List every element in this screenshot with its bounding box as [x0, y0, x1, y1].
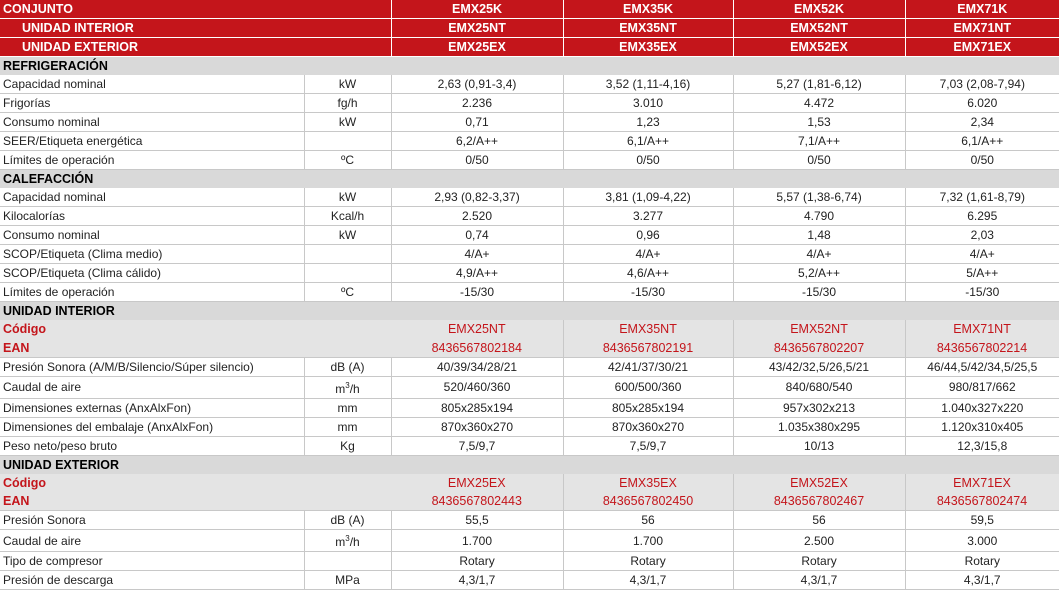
row-label: Frigorías	[0, 94, 304, 113]
cell-value: 6,1/A++	[905, 132, 1059, 151]
code-value: 8436567802214	[905, 339, 1059, 358]
header-value: EMX71EX	[905, 38, 1059, 57]
cell-value: 0/50	[391, 151, 563, 170]
header-label: UNIDAD INTERIOR	[0, 19, 391, 38]
header-row-interior	[0, 19, 1059, 38]
row-unit: $m^3/h$	[304, 530, 391, 552]
table-row	[0, 113, 1059, 132]
header-value: EMX52K	[733, 0, 905, 19]
cell-value: 4,9/A++	[391, 264, 563, 283]
cell-value: 6,2/A++	[391, 132, 563, 151]
cell-value: 4,3/1,7	[391, 571, 563, 590]
cell-value: 6,1/A++	[563, 132, 733, 151]
row-unit: Kcal/h	[304, 207, 391, 226]
table-row	[0, 188, 1059, 207]
header-row-conjunto	[0, 0, 1059, 19]
row-label: Dimensiones externas (AnxAlxFon)	[0, 398, 304, 417]
cell-value: 870x360x270	[563, 417, 733, 436]
cell-value: Rotary	[563, 552, 733, 571]
code-value: 8436567802450	[563, 492, 733, 511]
code-value: EMX71EX	[905, 474, 1059, 493]
row-unit: Kg	[304, 436, 391, 455]
cell-value: 870x360x270	[391, 417, 563, 436]
table-row	[0, 245, 1059, 264]
row-label: Tipo de compresor	[0, 552, 304, 571]
section-header-unidad-exterior	[0, 455, 1059, 474]
row-label: Presión de descarga	[0, 571, 304, 590]
row-unit: fg/h	[304, 94, 391, 113]
row-unit: kW	[304, 113, 391, 132]
table-row	[0, 417, 1059, 436]
cell-value: 840/680/540	[733, 376, 905, 398]
code-value: 8436567802184	[391, 339, 563, 358]
cell-value: 7,32 (1,61-8,79)	[905, 188, 1059, 207]
header-label: CONJUNTO	[0, 0, 391, 19]
row-unit	[304, 552, 391, 571]
cell-value: 46/44,5/42/34,5/25,5	[905, 357, 1059, 376]
row-ean	[0, 339, 1059, 358]
table-row	[0, 151, 1059, 170]
cell-value: 4,6/A++	[563, 264, 733, 283]
row-label: Dimensiones del embalaje (AnxAlxFon)	[0, 417, 304, 436]
code-value: EMX35NT	[563, 320, 733, 339]
cell-value: 5,57 (1,38-6,74)	[733, 188, 905, 207]
row-label: Caudal de aire	[0, 376, 304, 398]
cell-value: -15/30	[905, 283, 1059, 302]
row-unit	[304, 132, 391, 151]
section-header-calefaccion	[0, 170, 1059, 189]
cell-value: 4.790	[733, 207, 905, 226]
row-label: Presión Sonora (A/M/B/Silencio/Súper silencio)	[0, 357, 304, 376]
cell-value: 1.700	[563, 530, 733, 552]
table-row	[0, 132, 1059, 151]
cell-value: 980/817/662	[905, 376, 1059, 398]
code-value: EMX52NT	[733, 320, 905, 339]
cell-value: 1,23	[563, 113, 733, 132]
row-unit	[304, 245, 391, 264]
code-value: 8436567802474	[905, 492, 1059, 511]
cell-value: 5,2/A++	[733, 264, 905, 283]
table-row	[0, 552, 1059, 571]
table-row	[0, 376, 1059, 398]
row-unit	[304, 320, 391, 339]
cell-value: -15/30	[733, 283, 905, 302]
cell-value: 0,71	[391, 113, 563, 132]
row-ean	[0, 492, 1059, 511]
row-unit: ºC	[304, 283, 391, 302]
row-unit: ºC	[304, 151, 391, 170]
row-label: EAN	[0, 492, 304, 511]
cell-value: 2.236	[391, 94, 563, 113]
table-row	[0, 436, 1059, 455]
cell-value: 600/500/360	[563, 376, 733, 398]
cell-value: 0,96	[563, 226, 733, 245]
cell-value: 3.277	[563, 207, 733, 226]
row-label: SCOP/Etiqueta (Clima cálido)	[0, 264, 304, 283]
cell-value: 1,53	[733, 113, 905, 132]
header-row-exterior	[0, 38, 1059, 57]
cell-value: 0/50	[733, 151, 905, 170]
row-label: Capacidad nominal	[0, 188, 304, 207]
code-value: EMX71NT	[905, 320, 1059, 339]
cell-value: 59,5	[905, 511, 1059, 530]
row-label: Caudal de aire	[0, 530, 304, 552]
row-label: EAN	[0, 339, 304, 358]
section-title: UNIDAD EXTERIOR	[0, 455, 1059, 474]
cell-value: 4/A+	[391, 245, 563, 264]
section-title: CALEFACCIÓN	[0, 170, 1059, 189]
row-unit: dB (A)	[304, 357, 391, 376]
row-unit: $m^3/h$	[304, 376, 391, 398]
code-value: EMX25EX	[391, 474, 563, 493]
cell-value: 520/460/360	[391, 376, 563, 398]
cell-value: 0/50	[563, 151, 733, 170]
cell-value: Rotary	[905, 552, 1059, 571]
table-row	[0, 75, 1059, 94]
cell-value: 4.472	[733, 94, 905, 113]
header-value: EMX71NT	[905, 19, 1059, 38]
cell-value: 43/42/32,5/26,5/21	[733, 357, 905, 376]
cell-value: 4,3/1,7	[733, 571, 905, 590]
header-value: EMX35EX	[563, 38, 733, 57]
row-label: Capacidad nominal	[0, 75, 304, 94]
cell-value: 805x285x194	[391, 398, 563, 417]
cell-value: 1.120x310x405	[905, 417, 1059, 436]
cell-value: 4/A+	[905, 245, 1059, 264]
cell-value: -15/30	[563, 283, 733, 302]
cell-value: 7,5/9,7	[391, 436, 563, 455]
cell-value: 40/39/34/28/21	[391, 357, 563, 376]
code-value: 8436567802191	[563, 339, 733, 358]
header-value: EMX35NT	[563, 19, 733, 38]
section-header-unidad-interior	[0, 302, 1059, 321]
cell-value: 5,27 (1,81-6,12)	[733, 75, 905, 94]
cell-value: 3,81 (1,09-4,22)	[563, 188, 733, 207]
cell-value: 6.020	[905, 94, 1059, 113]
cell-value: 7,5/9,7	[563, 436, 733, 455]
table-row	[0, 264, 1059, 283]
cell-value: 12,3/15,8	[905, 436, 1059, 455]
table-row	[0, 226, 1059, 245]
header-value: EMX71K	[905, 0, 1059, 19]
cell-value: 4,3/1,7	[563, 571, 733, 590]
cell-value: 1.700	[391, 530, 563, 552]
row-unit	[304, 339, 391, 358]
header-value: EMX52EX	[733, 38, 905, 57]
row-label: Límites de operación	[0, 283, 304, 302]
cell-value: 2.500	[733, 530, 905, 552]
code-value: 8436567802207	[733, 339, 905, 358]
cell-value: Rotary	[733, 552, 905, 571]
code-value: EMX25NT	[391, 320, 563, 339]
cell-value: 5/A++	[905, 264, 1059, 283]
header-value: EMX25K	[391, 0, 563, 19]
row-label: Presión Sonora	[0, 511, 304, 530]
cell-value: 3.010	[563, 94, 733, 113]
section-title: UNIDAD INTERIOR	[0, 302, 1059, 321]
row-unit: kW	[304, 75, 391, 94]
row-label: SEER/Etiqueta energética	[0, 132, 304, 151]
cell-value: 2,03	[905, 226, 1059, 245]
table-row	[0, 207, 1059, 226]
section-header-refrigeracion	[0, 57, 1059, 76]
header-label: UNIDAD EXTERIOR	[0, 38, 391, 57]
cell-value: 7,1/A++	[733, 132, 905, 151]
cell-value: 3.000	[905, 530, 1059, 552]
row-unit: MPa	[304, 571, 391, 590]
cell-value: 2,34	[905, 113, 1059, 132]
row-label: Kilocalorías	[0, 207, 304, 226]
cell-value: -15/30	[391, 283, 563, 302]
row-unit: mm	[304, 417, 391, 436]
cell-value: 6.295	[905, 207, 1059, 226]
row-unit: mm	[304, 398, 391, 417]
row-label: Consumo nominal	[0, 226, 304, 245]
cell-value: 805x285x194	[563, 398, 733, 417]
header-value: EMX25NT	[391, 19, 563, 38]
row-label: Límites de operación	[0, 151, 304, 170]
row-unit: dB (A)	[304, 511, 391, 530]
row-label: Código	[0, 474, 304, 493]
row-label: Código	[0, 320, 304, 339]
row-unit	[304, 474, 391, 493]
cell-value: 56	[733, 511, 905, 530]
cell-value: 2.520	[391, 207, 563, 226]
row-label: SCOP/Etiqueta (Clima medio)	[0, 245, 304, 264]
cell-value: 957x302x213	[733, 398, 905, 417]
table-row	[0, 94, 1059, 113]
header-value: EMX25EX	[391, 38, 563, 57]
cell-value: 4/A+	[733, 245, 905, 264]
cell-value: 10/13	[733, 436, 905, 455]
cell-value: 7,03 (2,08-7,94)	[905, 75, 1059, 94]
table-row	[0, 530, 1059, 552]
section-title: REFRIGERACIÓN	[0, 57, 1059, 76]
header-value: EMX35K	[563, 0, 733, 19]
table-row	[0, 283, 1059, 302]
table-row	[0, 357, 1059, 376]
cell-value: 42/41/37/30/21	[563, 357, 733, 376]
code-value: 8436567802467	[733, 492, 905, 511]
table-row	[0, 398, 1059, 417]
cell-value: 1,48	[733, 226, 905, 245]
cell-value: 56	[563, 511, 733, 530]
cell-value: 55,5	[391, 511, 563, 530]
cell-value: 1.040x327x220	[905, 398, 1059, 417]
cell-value: 1.035x380x295	[733, 417, 905, 436]
cell-value: 0/50	[905, 151, 1059, 170]
cell-value: 4/A+	[563, 245, 733, 264]
cell-value: 2,93 (0,82-3,37)	[391, 188, 563, 207]
table-row	[0, 511, 1059, 530]
table-row	[0, 571, 1059, 590]
row-label: Consumo nominal	[0, 113, 304, 132]
cell-value: 4,3/1,7	[905, 571, 1059, 590]
cell-value: 3,52 (1,11-4,16)	[563, 75, 733, 94]
row-label: Peso neto/peso bruto	[0, 436, 304, 455]
code-value: EMX52EX	[733, 474, 905, 493]
cell-value: 2,63 (0,91-3,4)	[391, 75, 563, 94]
row-codigo	[0, 474, 1059, 493]
cell-value: Rotary	[391, 552, 563, 571]
row-unit: kW	[304, 226, 391, 245]
row-codigo	[0, 320, 1059, 339]
cell-value: 0,74	[391, 226, 563, 245]
header-value: EMX52NT	[733, 19, 905, 38]
code-value: EMX35EX	[563, 474, 733, 493]
row-unit	[304, 492, 391, 511]
row-unit	[304, 264, 391, 283]
code-value: 8436567802443	[391, 492, 563, 511]
row-unit: kW	[304, 188, 391, 207]
